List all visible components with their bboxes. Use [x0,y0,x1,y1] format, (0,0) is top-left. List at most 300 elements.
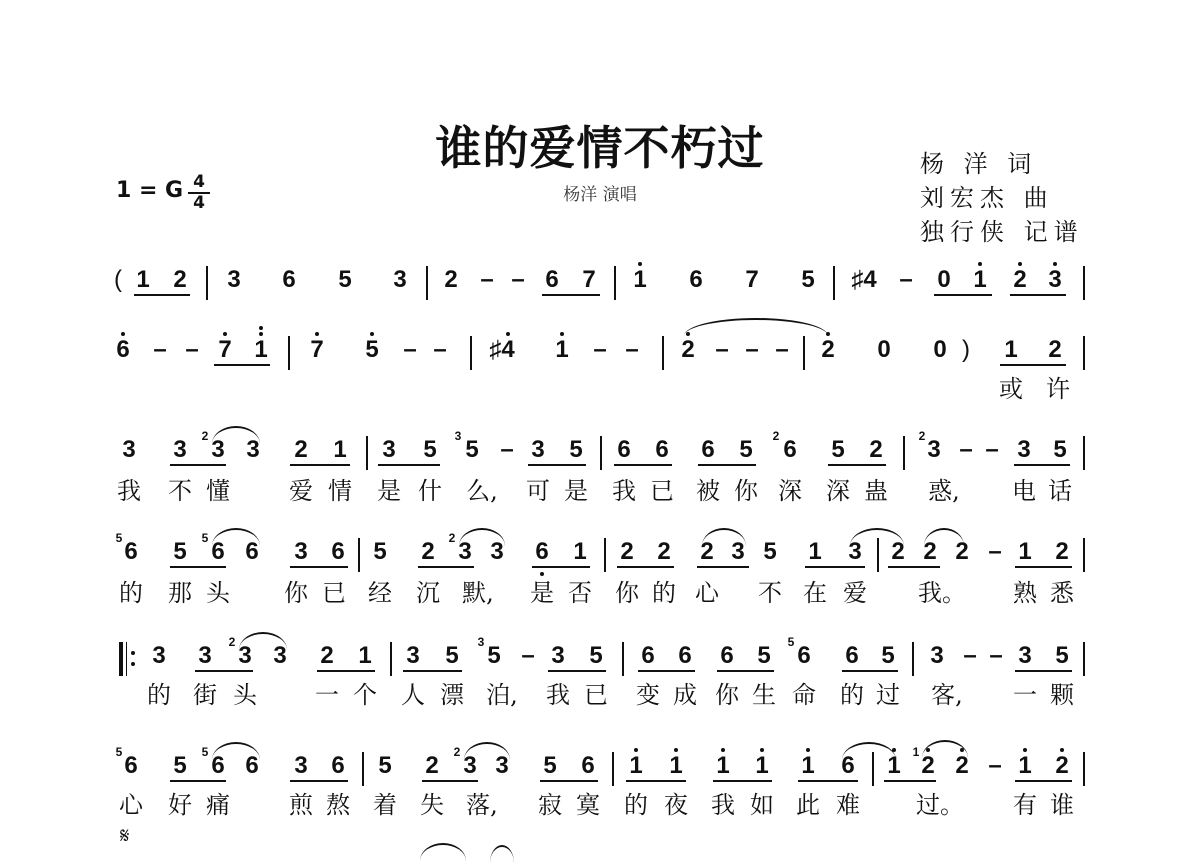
note: 6 [581,752,595,779]
dash: – [899,266,913,293]
note: 6 [331,752,345,779]
underline [540,780,598,782]
high-dot [315,332,319,336]
staff-row-3 [0,429,1200,476]
lyric-char: 爱 [289,477,313,505]
note: 3 [848,538,862,565]
lyric-char: 情 [328,477,352,505]
underline [626,780,686,782]
lyric-char: 的 [624,791,648,819]
lyric-char: 话 [1048,477,1072,505]
underline [717,670,774,672]
lyric-char: 心 [695,579,719,607]
note: 5 [487,642,501,669]
note: 1 [716,752,730,779]
note: 7 [745,266,759,293]
barline [288,336,290,370]
barline [912,642,914,676]
grace-note: 5 [115,745,123,759]
note: 6 [124,752,138,779]
dash: – [988,752,1002,779]
lyric-char: 的 [652,579,676,607]
barline [470,336,472,370]
underline [638,670,695,672]
note: ♯4 [489,336,515,363]
underline [290,464,350,466]
note: 6 [655,436,669,463]
segno-sign: 𝄋 [120,824,130,849]
dash: – [521,642,535,669]
tie-arc [490,845,514,863]
grace-note: 5 [115,531,123,545]
note: 2 [955,538,969,565]
lyric-char: 已 [650,477,674,505]
barline [1083,642,1085,676]
lyric-char: 我。 [918,579,966,607]
note: 1 [808,538,822,565]
note: 5 [569,436,583,463]
note: 6 [617,436,631,463]
note: 6 [545,266,559,293]
lyric-char: 变 [636,681,660,709]
underline [290,780,348,782]
lyric-char: 什 [418,477,442,505]
note: 3 [173,436,187,463]
note: 3 [531,436,545,463]
lyrics-row-6 [0,790,1200,826]
tie-arc [212,426,260,444]
note: 2 [681,336,695,363]
high-dot [121,332,125,336]
tie-arc [464,742,510,760]
lyric-char: 电 [1012,477,1036,505]
underline [418,566,474,568]
time-signature [188,174,210,212]
underline [378,464,440,466]
lyric-char: 熟 [1013,579,1037,607]
underline [170,464,226,466]
dash: – [403,336,417,363]
underline [842,670,898,672]
note: 1 [573,538,587,565]
lyric-char: 的 [840,681,864,709]
lyrics-row-5 [0,680,1200,716]
note: 3 [227,266,241,293]
underline [134,294,190,296]
staff-row-4 [0,531,1200,578]
note: 5 [173,538,187,565]
underline [713,780,772,782]
lyric-char: 此 [796,791,820,819]
lyric-char: 在 [803,579,827,607]
barline [206,266,208,300]
high-dot [1060,748,1064,752]
underline [1010,294,1066,296]
lyric-char: 寞 [576,791,600,819]
underline [290,566,348,568]
note: 3 [122,436,136,463]
barline [803,336,805,370]
underline [697,566,749,568]
note: 5 [1055,642,1069,669]
barline [1083,336,1085,370]
note: 6 [211,538,225,565]
barline [903,436,905,470]
high-dot [826,332,830,336]
underline [403,670,462,672]
repeat-dot [131,662,135,666]
lyric-char: 我 [711,791,735,819]
dash: – [153,336,167,363]
high-dot [259,332,263,336]
note: 5 [1053,436,1067,463]
staff-row-1 [0,266,1200,306]
note: 6 [245,752,259,779]
lyric-char: 落, [466,791,498,819]
note: 1 [136,266,150,293]
dash: – [480,266,494,293]
lyrics-row-4 [0,578,1200,614]
grace-note: 3 [477,635,485,649]
high-dot [223,332,227,336]
tie-arc [420,843,466,861]
note: 5 [445,642,459,669]
note: 2 [923,538,937,565]
note: 5 [543,752,557,779]
grace-note: 2 [918,429,926,443]
note: 1 [358,642,372,669]
note: 1 [333,436,347,463]
dash: – [985,436,999,463]
grace-note: 5 [201,531,209,545]
repeat-start-thick [119,642,123,676]
lyric-char: 惑, [928,477,960,505]
barline [877,538,879,572]
lyric-char: 爱 [843,579,867,607]
underline [532,566,590,568]
barline [612,752,614,786]
lyricist-credit: 杨 洋 词 [920,150,1038,178]
note: 5 [465,436,479,463]
lyric-char: 心 [119,791,143,819]
lyric-char: 难 [836,791,860,819]
lyric-char: 默, [462,579,494,607]
note: 6 [211,752,225,779]
grace-note: 5 [201,745,209,759]
lyric-char: 过 [876,681,900,709]
note: 0 [877,336,891,363]
lyric-char: 的 [119,579,143,607]
lyric-char: 懂 [206,477,230,505]
note: 2 [821,336,835,363]
note: 3 [406,642,420,669]
underline [548,670,606,672]
underline [798,780,858,782]
lyric-char: 被 [696,477,720,505]
dash: – [593,336,607,363]
lyric-char: 夜 [664,791,688,819]
note: ♯4 [851,266,877,293]
barline [604,538,606,572]
note: 3 [152,642,166,669]
note: 1 [973,266,987,293]
close-paren: ) [962,336,970,363]
note: 2 [921,752,935,779]
note: 5 [378,752,392,779]
staff-row-6 [0,745,1200,792]
barline [362,752,364,786]
note: 3 [211,436,225,463]
high-dot [1053,262,1057,266]
lyric-char: 煎 [289,791,313,819]
dash: – [500,436,514,463]
lyric-char: 客, [931,681,963,709]
note: 1 [887,752,901,779]
lyric-char: 你 [284,579,308,607]
transcriber-credit: 独行侠 记谱 [920,218,1084,246]
note: 3 [458,538,472,565]
lyric-char: 是 [377,477,401,505]
repeat-dot [131,651,135,655]
high-dot [506,332,510,336]
underline [888,566,940,568]
dash: – [745,336,759,363]
note: 5 [373,538,387,565]
note: 2 [700,538,714,565]
high-dot [892,748,896,752]
lyric-char: 沉 [416,579,440,607]
lyric-char: 可 [526,477,550,505]
note: 5 [831,436,845,463]
lyric-char: 着 [373,791,397,819]
high-dot [370,332,374,336]
note: 6 [845,642,859,669]
underline [1015,566,1072,568]
note: 2 [1055,538,1069,565]
note: 2 [955,752,969,779]
note: 0 [937,266,951,293]
high-dot [674,748,678,752]
lyric-char: 蛊 [864,477,888,505]
lyric-char: 谁 [1050,791,1074,819]
note: 5 [801,266,815,293]
underline [170,780,226,782]
song-title: 谁的爱情不朽过 [435,121,765,175]
barline [662,336,664,370]
note: 3 [246,436,260,463]
grace-note: 2 [453,745,461,759]
note: 5 [423,436,437,463]
underline [934,294,992,296]
dash: – [185,336,199,363]
lyric-char: 熬 [326,791,350,819]
note: 6 [689,266,703,293]
barline [1083,436,1085,470]
lyric-char: 你 [615,579,639,607]
underline [1000,364,1066,366]
lyric-char: 或 [999,375,1023,403]
barline [426,266,428,300]
underline [805,566,865,568]
lyrics-row-2 [0,374,1200,410]
note: 6 [535,538,549,565]
underline [1014,464,1070,466]
dash: – [433,336,447,363]
note: 1 [669,752,683,779]
note: 7 [218,336,232,363]
note: 3 [930,642,944,669]
lyric-char: 如 [750,791,774,819]
lyric-char: 颗 [1050,681,1074,709]
lyric-char: 么, [466,477,498,505]
dash: – [959,436,973,463]
high-dot [721,748,725,752]
note: 3 [273,642,287,669]
note: 6 [678,642,692,669]
note: 5 [173,752,187,779]
tie-arc [702,528,746,546]
open-paren: ( [114,266,122,293]
tie-arc [459,528,505,546]
note: 6 [282,266,296,293]
lyric-char: 一 [1013,681,1037,709]
underline [317,670,375,672]
note: 2 [1048,336,1062,363]
lyric-char: 不 [758,579,782,607]
underline [884,780,936,782]
lyric-char: 否 [568,579,592,607]
lyric-char: 已 [322,579,346,607]
underline [1015,780,1072,782]
lyric-char: 是 [530,579,554,607]
underline [170,566,226,568]
high-dot [1018,262,1022,266]
tie-arc [684,318,828,336]
note: 3 [238,642,252,669]
grace-note: 2 [772,429,780,443]
lyric-char: 成 [673,681,697,709]
barline [390,642,392,676]
high-dot [634,748,638,752]
lyric-char: 个 [353,681,377,709]
note: 6 [124,538,138,565]
note: 3 [294,538,308,565]
grace-note: 2 [201,429,209,443]
high-dot [638,262,642,266]
underline [542,294,600,296]
lyric-char: 已 [584,681,608,709]
barline [872,752,874,786]
lyric-char: 是 [564,477,588,505]
underline [614,464,672,466]
grace-note: 2 [448,531,456,545]
lyric-char: 头 [206,579,230,607]
time-signature-bottom: 4 [193,193,205,213]
barline [622,642,624,676]
lyric-char: 命 [792,681,816,709]
staff-row-5 [0,635,1200,682]
underline [828,464,886,466]
note: 6 [841,752,855,779]
note: 3 [382,436,396,463]
note: 1 [1018,538,1032,565]
key-signature: 1 = G [116,178,184,203]
lyric-char: 我 [117,477,141,505]
grace-note: 3 [454,429,462,443]
lyric-char: 悉 [1050,579,1074,607]
lyric-char: 失 [420,791,444,819]
underline [698,464,756,466]
barline [366,436,368,470]
note: 1 [1018,752,1032,779]
grace-note: 5 [787,635,795,649]
underline [617,566,674,568]
high-dot [978,262,982,266]
tie-arc [212,742,260,760]
barline [1083,538,1085,572]
note: 5 [881,642,895,669]
lyrics-row-3 [0,476,1200,512]
note: 1 [755,752,769,779]
note: 3 [463,752,477,779]
note: 3 [1048,266,1062,293]
barline [833,266,835,300]
note: 6 [701,436,715,463]
lyric-char: 人 [401,681,425,709]
note: 2 [421,538,435,565]
note: 6 [797,642,811,669]
composer-credit: 刘宏杰 曲 [920,184,1054,212]
dash: – [715,336,729,363]
grace-note: 2 [228,635,236,649]
underline [195,670,253,672]
note: 5 [739,436,753,463]
lyric-char: 生 [752,681,776,709]
note: 3 [198,642,212,669]
note: 3 [731,538,745,565]
dash: – [988,538,1002,565]
note: 2 [891,538,905,565]
dash: – [775,336,789,363]
lyric-char: 我 [612,477,636,505]
note: 7 [310,336,324,363]
lyric-char: 好 [168,791,192,819]
high-dot [806,748,810,752]
note: 1 [1004,336,1018,363]
note: 6 [720,642,734,669]
tie-arc [922,740,968,758]
underline [528,464,586,466]
note: 5 [763,538,777,565]
lyric-char: 寂 [538,791,562,819]
high-dot [1023,748,1027,752]
lyric-char: 痛 [206,791,230,819]
low-dot [540,572,544,576]
note: 3 [393,266,407,293]
barline [1083,266,1085,300]
note: 3 [490,538,504,565]
lyric-char: 你 [715,681,739,709]
note: 2 [444,266,458,293]
high-dot [259,326,263,330]
lyric-char: 那 [168,579,192,607]
note: 2 [869,436,883,463]
note: 3 [927,436,941,463]
note: 1 [254,336,268,363]
staff-row-2 [0,336,1200,376]
note: 5 [757,642,771,669]
note: 1 [555,336,569,363]
